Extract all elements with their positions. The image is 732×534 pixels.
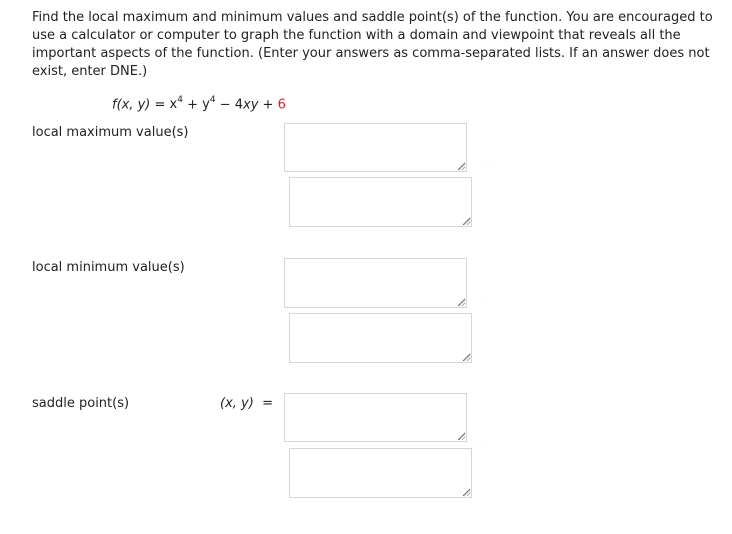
formula-term-xy: xy (243, 97, 259, 113)
local-max-answer-input-2[interactable] (289, 177, 472, 227)
saddle-points-answer-input[interactable] (284, 393, 467, 442)
decorative-speck (485, 163, 486, 164)
formula-equals: = (150, 97, 170, 113)
decorative-speck (480, 297, 481, 298)
saddle-points-answer-input-2[interactable] (289, 448, 472, 498)
local-min-answer-input-2[interactable] (289, 313, 472, 363)
formula-plus: + (182, 97, 203, 113)
local-max-answer-input[interactable] (284, 123, 467, 172)
formula-lhs: f(x, y) (112, 97, 151, 113)
xy-prefix: (x, y) = (220, 396, 273, 411)
formula-constant: 6 (277, 97, 286, 113)
decorative-speck (491, 160, 492, 161)
formula-plus-const: + (258, 97, 278, 113)
formula-term-y4: $y^4$ (202, 95, 216, 113)
local-min-answer-input[interactable] (284, 258, 467, 308)
local-max-label: local maximum value(s) (32, 125, 189, 140)
decorative-speck (480, 443, 481, 444)
problem-instructions: Find the local maximum and minimum values and saddle point(s) of the function. You are encouraged to use a calculator or computer to graph the function with a domain and viewpoint that reveals all the important aspects of the function. (Enter your answers as comma-separated lists. If an answer does not exist, enter DNE.) (32, 10, 713, 79)
formula-term-x4: $x^4$ (169, 95, 183, 113)
formula-minus-4: − 4 (215, 97, 244, 113)
function-formula (112, 96, 286, 112)
local-min-label: local minimum value(s) (32, 260, 185, 275)
saddle-points-label: saddle point(s) (32, 396, 130, 411)
